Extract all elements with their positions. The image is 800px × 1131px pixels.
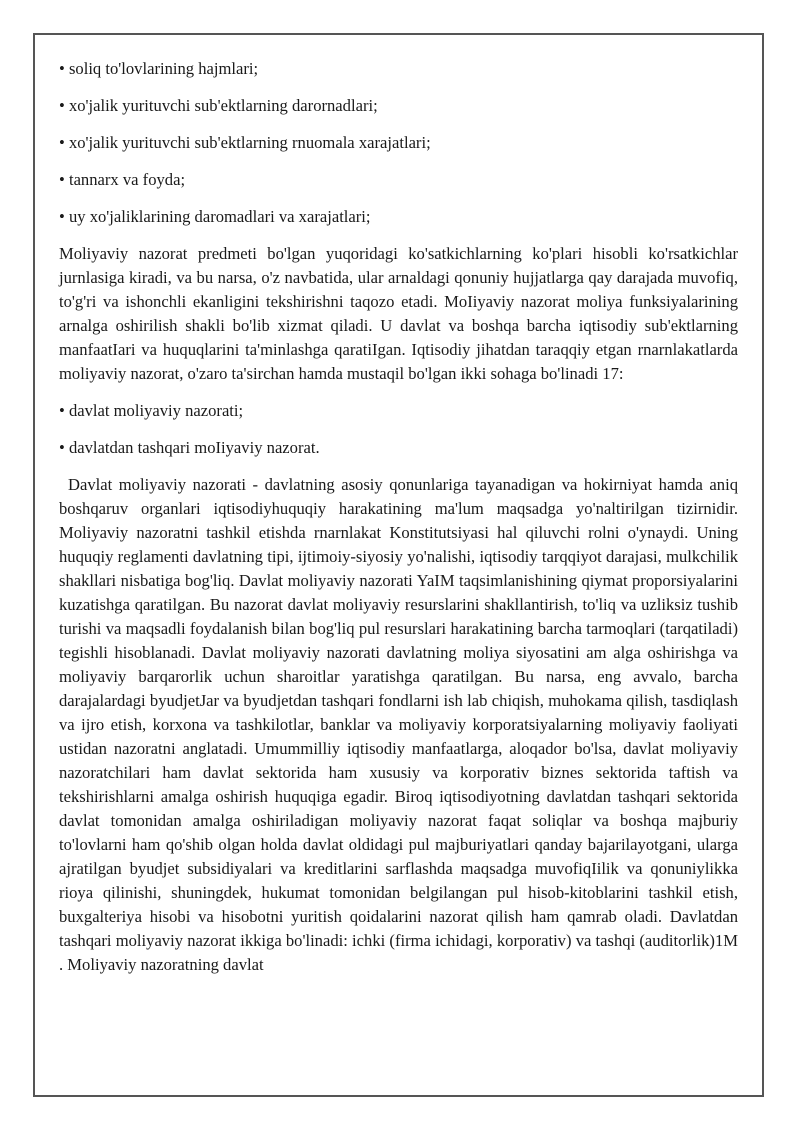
bullet-item: • davlatdan tashqari moIiyaviy nazorat. xyxy=(59,438,320,457)
body-paragraph: Davlat moliyaviy nazorati - davlatning asosiy qonunlariga tayanadigan va hokirniyat hamda aniq boshqaruv organlari iqtisodiyhuquqiy harakatining ma'lum maqsadga yo'naltirilgan tizirnidir. Moliyaviy nazoratni tashkil etishda rnarnlakat Konstitutsiyasi hal qiluvchi rolni o'ynaydi. Uning huquqiy reglamenti davlatning tipi, ijtimoiy-siyosiy yo'nalishi, iqtisodiy tarqqiyot darajasi, mulkchilik shakllari nisbatiga bog'liq. Davlat moliyaviy nazorati YaIM taqsimlanishining qiymat proporsiyalarini kuzatishga qaratilgan. Bu nazorat davlat moliyaviy resurslarini shakllantirish, to'liq va uzliksiz tushib turishi va maqsadli foydalanish bilan bog'liq pul resurslari harakatining barcha tarmoqlari (tarqatiladi) tegishli hisoblanadi. Davlat moliyaviy nazorati davlatning moliya siyosatini am alga oshirishga va moliyaviy barqarorlik uchun sharoitlar yaratishga qaratilgan. Bu narsa, eng avvalo, barcha darajalardagi byudjetJar va byudjetdan tashqari fondlarni ish lab chiqish, muhokama qilish, tasdiqlash va ijro etish, korxona va tashkilotlar, banklar va moliyaviy korporatsiyalarning moliyaviy faoliyati ustidan nazoratni anglatadi. Umummilliy iqtisodiy manfaatlarga, aloqador bo'lsa, davlat moliyaviy nazoratchilari ham davlat sektorida ham xususiy va korporativ biznes sektorida taftish va tekshirishlarni amalga oshirish huquqiga egadir. Biroq iqtisodiyotning davlatdan tashqari sektorida davlat tomonidan amalga oshiriladigan moliyaviy nazorat faqat soliqlar va boshqa majburiy to'lovlarni ham qo'shib olgan holda davlat oldidagi pul majburiyatlari qanday bajarilayotgani, ularga ajratilgan byudjet subsidiyalari va kreditlarini sarflashda maqsadga muvofiqIilik va qonuniylikka rioya qilinishi, shuningdek, hukumat tomonidan belgilangan pul hisob-kitoblarini tashkil etish, buxgalteriya hisobi va hisobotni yuritish qoidalarini nazorat qilish ham qamrab oladi. Davlatdan tashqari moliyaviy nazorat ikkiga bo'linadi: ichki (firma ichidagi, korporativ) va tashqi (auditorlik)1M . Moliyaviy nazoratning davlat xyxy=(59,475,738,974)
bullet-item: • davlat moliyaviy nazorati; xyxy=(59,401,244,420)
bullet-item: • xo'jalik yurituvchi sub'ektlarning darornadlari; xyxy=(59,96,378,115)
body-paragraph: Moliyaviy nazorat predmeti bo'lgan yuqoridagi ko'satkichlarning ko'plari hisobli ko'rsatkichlar jurnlasiga kiradi, va bu narsa, o'z navbatida, ular arnaldagi qonuniy hujjatlarga qay darajada muvofiq, to'g'ri va ishonchli ekanligini tekshirishni taqozo etadi. MoIiyaviy nazorat moliya funksiyalarining arnalga oshirilish shakli bo'lib xizmat qiladi. U davlat va boshqa barcha iqtisodiy sub'ektlarning manfaatIari va huquqlarini ta'minlashga qaratiIgan. Iqtisodiy jihatdan taraqqiy etgan rnarnlakatlarda moliyaviy nazorat, o'zaro ta'sirchan hamda mustaqil bo'lgan ikki sohaga bo'linadi 17: xyxy=(59,244,738,383)
bullet-item: • uy xo'jaliklarining daromadlari va xarajatlari; xyxy=(59,207,371,226)
page-content xyxy=(59,57,738,990)
bullet-item: • xo'jalik yurituvchi sub'ektlarning rnuomala xarajatlari; xyxy=(59,133,431,152)
bullet-item: • soliq to'lovlarining hajmlari; xyxy=(59,59,259,78)
document-page xyxy=(33,33,764,1097)
bullet-item: • tannarx va foyda; xyxy=(59,170,186,189)
